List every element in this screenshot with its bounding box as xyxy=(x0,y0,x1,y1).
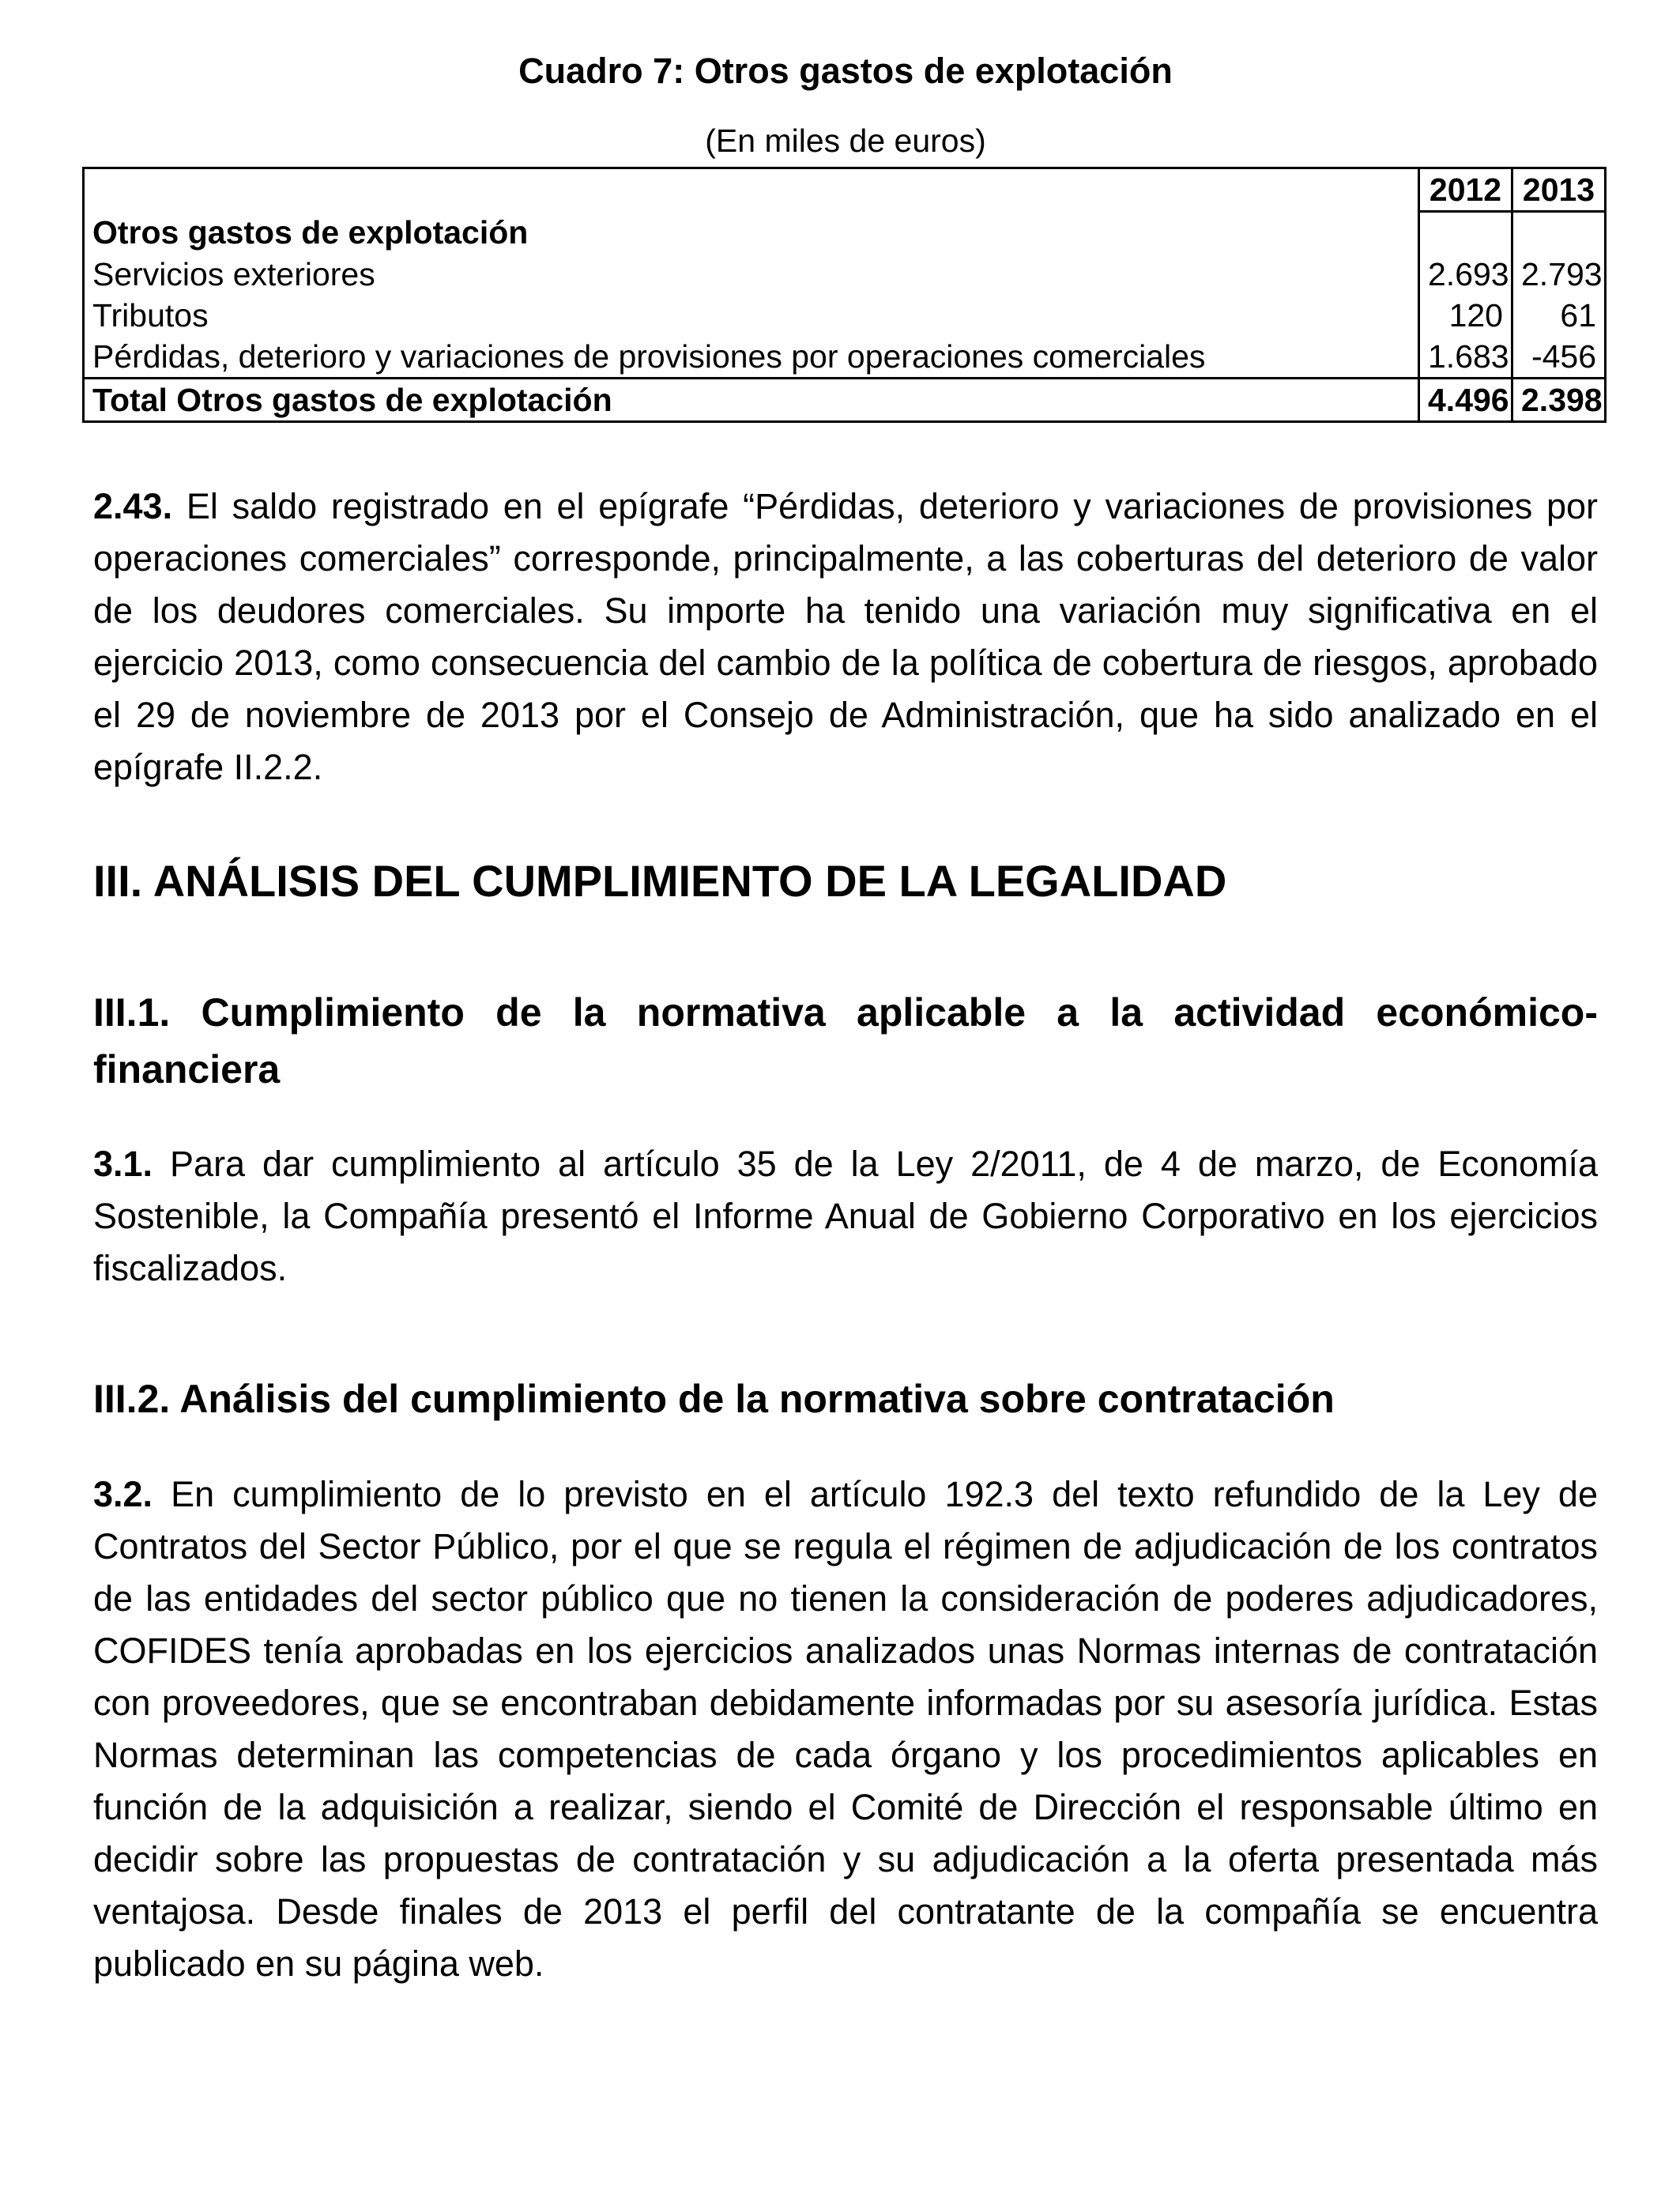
paragraph-text: En cumplimiento de lo previsto en el artículo 192.3 del texto refundido de la Ley de Contratos del Sector Público, por el que se regula el régimen de adjudicación de los contratos de las entidades del sector público que no tienen la consideración de poderes adjudicadores, COFIDES tenía aprobadas en los ejercicios analizados unas Normas internas de contratación con proveedores, que se encontraban debidamente informadas por su asesoría jurídica. Estas Normas determinan las competencias de cada órgano y los procedimientos aplicables en función de la adquisición a realizar, siendo el Comité de Dirección el responsable último en decidir sobre las propuestas de contratación y su adjudicación a la oferta presentada más ventajosa. Desde finales de 2013 el perfil del contratante de la compañía se encuentra publicado en su página web. xyxy=(93,1474,1598,1984)
row-value-2012: 120 xyxy=(1419,295,1512,336)
table-row xyxy=(84,336,1606,379)
table-header-row xyxy=(84,168,1606,212)
row-value-2012: 2.693 xyxy=(1419,254,1512,295)
row-label: Tributos xyxy=(84,295,1419,336)
header-year-2013: 2013 xyxy=(1512,168,1606,212)
header-empty-cell xyxy=(84,168,1419,212)
row-value-2013: 61 xyxy=(1512,295,1606,336)
paragraph-text: Para dar cumplimiento al artículo 35 de la Ley 2/2011, de 4 de marzo, de Economía Sostenible, la Compañía presentó el Informe Anual de Gobierno Corporativo en los ejercicios fiscalizados. xyxy=(93,1144,1598,1288)
row-value-2013: 2.793 xyxy=(1512,254,1606,295)
section-heading-iii: III. ANÁLISIS DEL CUMPLIMIENTO DE LA LEGALIDAD xyxy=(93,856,1227,906)
row-value-2013: -456 xyxy=(1512,336,1606,379)
subsection-heading-iii-2: III.2. Análisis del cumplimiento de la normativa sobre contratación xyxy=(93,1377,1335,1421)
table-subtitle: (En miles de euros) xyxy=(705,123,986,159)
total-label: Total Otros gastos de explotación xyxy=(84,379,1419,422)
table-row-section xyxy=(84,212,1606,254)
paragraph-number: 3.1. xyxy=(93,1144,153,1184)
table-title: Cuadro 7: Otros gastos de explotación xyxy=(518,51,1173,91)
row-label: Servicios exteriores xyxy=(84,254,1419,295)
paragraph-number: 3.2. xyxy=(93,1474,153,1514)
paragraph-3-1 xyxy=(93,1138,1598,1295)
paragraph-number: 2.43. xyxy=(93,486,173,526)
subsection-heading-iii-1: III.1. Cumplimiento de la normativa aplicable a la actividad económico-financiera xyxy=(93,990,1598,1091)
paragraph-2-43 xyxy=(93,481,1598,794)
table-total-row xyxy=(84,379,1606,422)
total-value-2012: 4.496 xyxy=(1419,379,1512,422)
row-value-2012: 1.683 xyxy=(1419,336,1512,379)
table-cell xyxy=(1419,212,1512,254)
table-cell xyxy=(1512,212,1606,254)
table-row xyxy=(84,254,1606,295)
total-value-2013: 2.398 xyxy=(1512,379,1606,422)
section-label: Otros gastos de explotación xyxy=(84,212,1419,254)
expenses-table xyxy=(82,167,1607,423)
table-row xyxy=(84,295,1606,336)
header-year-2012: 2012 xyxy=(1419,168,1512,212)
paragraph-3-2 xyxy=(93,1468,1598,1990)
row-label: Pérdidas, deterioro y variaciones de provisiones por operaciones comerciales xyxy=(84,336,1419,379)
paragraph-text: El saldo registrado en el epígrafe “Pérdidas, deterioro y variaciones de provisiones por operaciones comerciales” corresponde, principalmente, a las coberturas del deterioro de valor de los deudores comerciales. Su importe ha tenido una variación muy significativa en el ejercicio 2013, como consecuencia del cambio de la política de cobertura de riesgos, aprobado el 29 de noviembre de 2013 por el Consejo de Administración, que ha sido analizado en el epígrafe II.2.2. xyxy=(93,486,1598,787)
